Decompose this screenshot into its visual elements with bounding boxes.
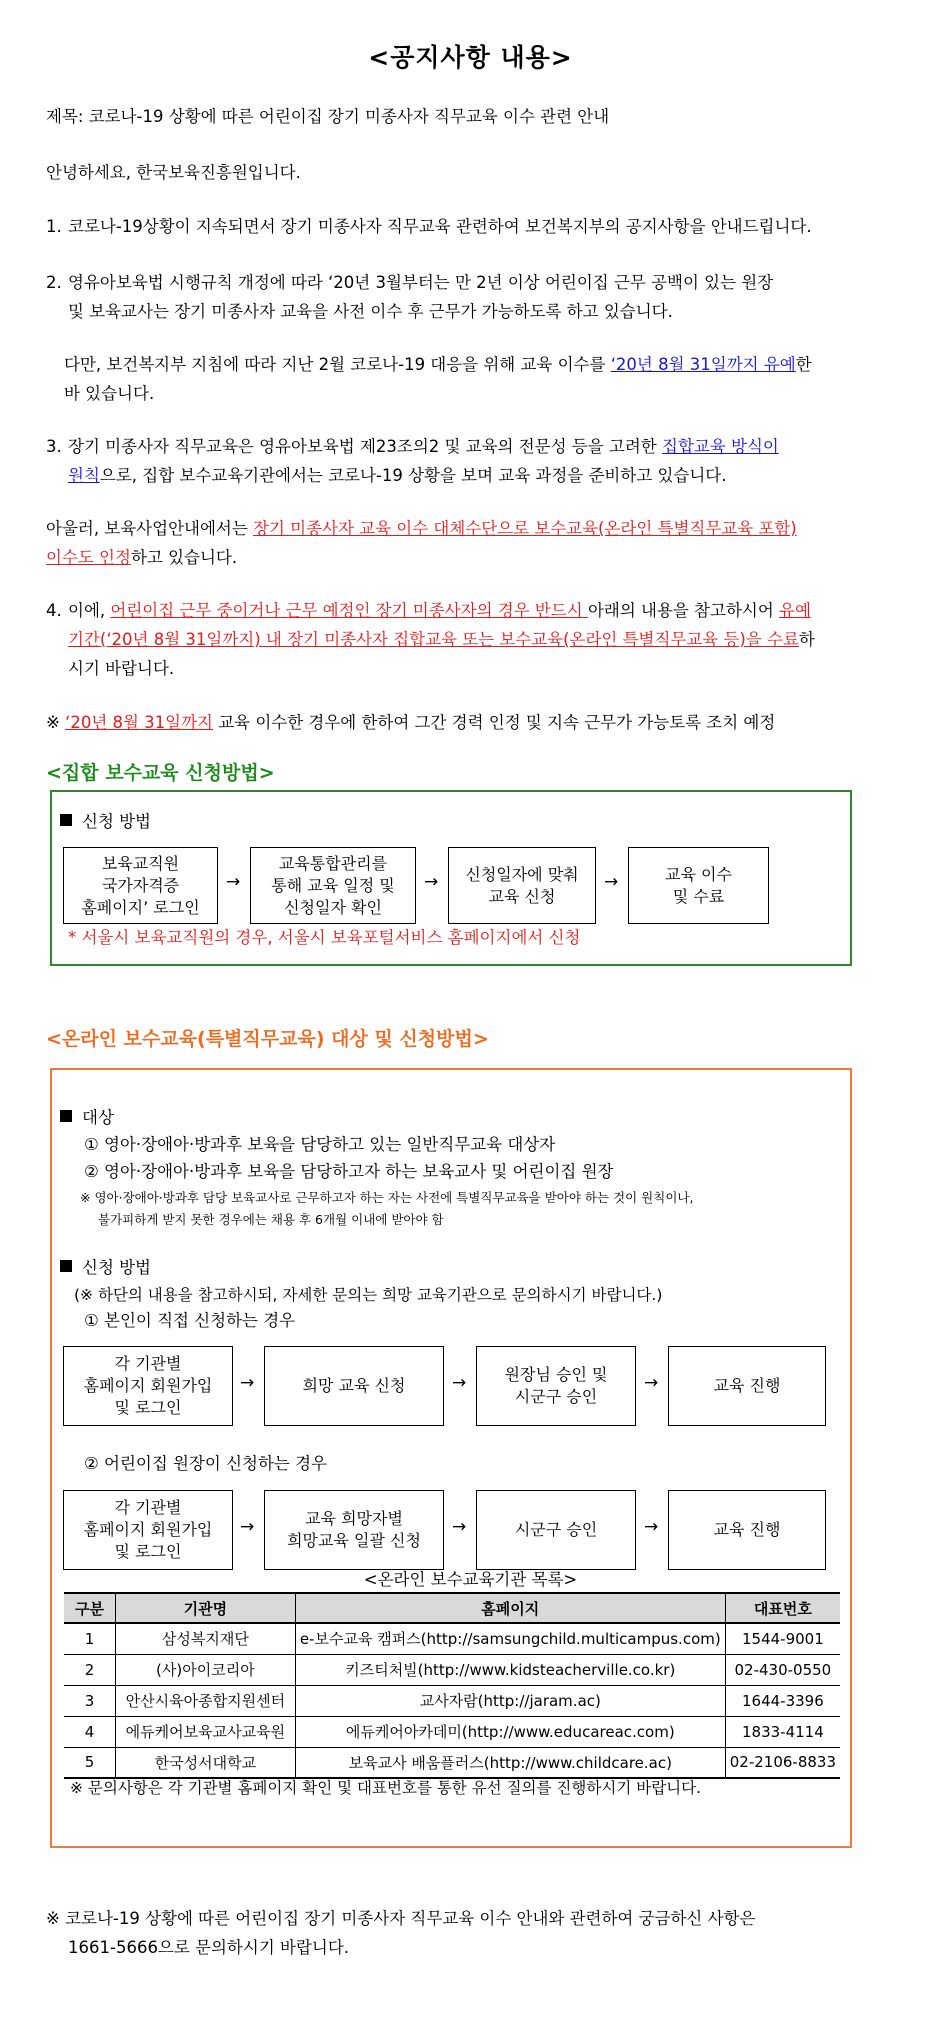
cell-name: (사)아이코리아 <box>115 1654 295 1685</box>
col-header-phone: 대표번호 <box>725 1593 840 1623</box>
cell-homepage[interactable]: 교사자람(http://jaram.ac) <box>295 1685 725 1716</box>
item-3b-line-1: 아울러, 보육사업안내에서는 장기 미종사자 교육 이수 대체수단으로 보수교육(온라인 특별직무교육 포함) <box>46 519 797 538</box>
item-1-text: 코로나-19상황이 지속되면서 장기 미종사자 직무교육 관련하여 보건복지부의 공지사항을 안내드립니다. <box>68 217 812 236</box>
target-1: ① 영아·장애아·방과후 보육을 담당하고 있는 일반직무교육 대상자 <box>84 1135 556 1154</box>
cell-phone: 1544-9001 <box>725 1623 840 1654</box>
item-3b-line-2: 이수도 인정하고 있습니다. <box>46 548 238 567</box>
item-4-line-3: 시기 바랍니다. <box>68 659 175 678</box>
col-header-homepage: 홈페이지 <box>295 1593 725 1623</box>
table-row <box>64 1716 840 1747</box>
cell-homepage[interactable]: 키즈티처빌(http://www.kidsteacherville.co.kr) <box>295 1654 725 1685</box>
subject-line: 제목: 코로나-19 상황에 따른 어린이집 장기 미종사자 직무교육 이수 관련 안내 <box>46 107 610 126</box>
case-1-step-1: 각 기관별 홈페이지 회원가입 및 로그인 <box>63 1346 233 1426</box>
arrow-icon: → <box>644 1373 659 1393</box>
cell-no: 1 <box>64 1623 115 1654</box>
cell-homepage[interactable]: e-보수교육 캠퍼스(http://samsungchild.multicampus.com) <box>295 1623 725 1654</box>
square-bullet-icon <box>60 1260 72 1272</box>
col-header-name: 기관명 <box>115 1593 295 1623</box>
arrow-icon: → <box>226 872 241 892</box>
case-1-step-2: 희망 교육 신청 <box>264 1346 444 1426</box>
recognition-highlight: 이수도 인정 <box>46 548 131 567</box>
cell-phone: 1833-4114 <box>725 1716 840 1747</box>
cell-homepage[interactable]: 에듀케어아카데미(http://www.educareac.com) <box>295 1716 725 1747</box>
arrow-icon: → <box>644 1517 659 1537</box>
target-note-1: ※ 영아·장애아·방과후 담당 보육교사로 근무하고자 하는 자는 사전에 특별직무교육을 받아야 하는 것이 원칙이나, <box>80 1190 694 1205</box>
target-2: ② 영아·장애아·방과후 보육을 담당하고자 하는 보육교사 및 어린이집 원장 <box>84 1162 614 1181</box>
cell-no: 2 <box>64 1654 115 1685</box>
square-bullet-icon <box>60 1110 72 1122</box>
table-row <box>64 1685 840 1716</box>
cell-homepage[interactable]: 보육교사 배움플러스(http://www.childcare.ac) <box>295 1747 725 1778</box>
item-3-number: 3. <box>46 437 62 456</box>
item-2-line-2: 및 보육교사는 장기 미종사자 교육을 사전 이수 후 근무가 가능하도록 하고 있습니다. <box>68 302 673 321</box>
cell-phone: 02-430-0550 <box>725 1654 840 1685</box>
target-note-2: 불가피하게 받지 못한 경우에는 채용 후 6개월 이내에 받아야 함 <box>98 1212 444 1227</box>
online-education-section-title: <온라인 보수교육(특별직무교육) 대상 및 신청방법> <box>46 1028 489 1050</box>
cell-phone: 02-2106-8833 <box>725 1747 840 1778</box>
case-1-title: ① 본인이 직접 신청하는 경우 <box>84 1311 296 1330</box>
deferral-date-link[interactable]: ‘20년 8월 31일까지 유예 <box>610 355 796 374</box>
arrow-icon: → <box>240 1517 255 1537</box>
table-note: ※ 문의사항은 각 기관별 홈페이지 확인 및 대표번호를 통한 유선 질의를 진행하시기 바랍니다. <box>70 1779 702 1797</box>
principle-link[interactable]: 원칙 <box>68 466 100 485</box>
period-highlight: 기간(‘20년 8월 31일까지) 내 장기 미종사자 집합교육 또는 보수교육(온라인 특별직무교육 등)을 수료 <box>68 630 799 649</box>
item-3-line-1: 장기 미종사자 직무교육은 영유아보육법 제23조의2 및 교육의 전문성 등을 고려한 집합교육 방식이 <box>68 437 779 456</box>
item-2-number: 2. <box>46 273 62 292</box>
cell-no: 3 <box>64 1685 115 1716</box>
group-step-2: 교육통합관리를 통해 교육 일정 및 신청일자 확인 <box>250 847 416 924</box>
cell-no: 4 <box>64 1716 115 1747</box>
cell-no: 5 <box>64 1747 115 1778</box>
page-title: <공지사항 내용> <box>368 43 573 72</box>
item-4-line-1: 이에, 어린이집 근무 중이거나 근무 예정인 장기 미종사자의 경우 반드시 아래의 내용을 참고하시어 유예 <box>68 601 811 620</box>
group-step-4: 교육 이수 및 수료 <box>628 847 769 924</box>
item-2b-line-1: 다만, 보건복지부 지침에 따라 지난 2월 코로나-19 대응을 위해 교육 이수를 ‘20년 8월 31일까지 유예한 <box>64 355 812 374</box>
footer-line-2: 1661-5666으로 문의하시기 바랍니다. <box>68 1938 349 1957</box>
seoul-note: * 서울시 보육교직원의 경우, 서울시 보육포털서비스 홈페이지에서 신청 <box>68 928 581 947</box>
group-education-link[interactable]: 집합교육 방식이 <box>662 437 779 456</box>
target-highlight: 어린이집 근무 중이거나 근무 예정인 장기 미종사자의 경우 반드시 <box>110 601 588 620</box>
cell-name: 삼성복지재단 <box>115 1623 295 1654</box>
target-label: 대상 <box>60 1106 114 1130</box>
group-education-section-title: <집합 보수교육 신청방법> <box>46 762 275 784</box>
institution-table <box>64 1592 840 1779</box>
online-method-label: 신청 방법 <box>60 1256 151 1280</box>
deferral-highlight: 유예 <box>779 601 811 620</box>
item-4-line-2: 기간(‘20년 8월 31일까지) 내 장기 미종사자 집합교육 또는 보수교육(온라인 특별직무교육 등)을 수료하 <box>68 630 815 649</box>
item-2b-line-2: 바 있습니다. <box>64 384 155 403</box>
deadline-highlight: ‘20년 8월 31일까지 <box>65 713 213 732</box>
cell-phone: 1644-3396 <box>725 1685 840 1716</box>
footer-line-1: ※ 코로나-19 상황에 따른 어린이집 장기 미종사자 직무교육 이수 안내와 관련하여 궁금하신 사항은 <box>46 1909 756 1928</box>
case-2-step-1: 각 기관별 홈페이지 회원가입 및 로그인 <box>63 1490 233 1570</box>
arrow-icon: → <box>424 872 439 892</box>
case-2-step-3: 시군구 승인 <box>476 1490 636 1570</box>
greeting: 안녕하세요, 한국보육진흥원입니다. <box>46 163 301 182</box>
arrow-icon: → <box>240 1373 255 1393</box>
deadline-note: ※ ‘20년 8월 31일까지 교육 이수한 경우에 한하여 그간 경력 인정 및 지속 근무가 가능토록 조치 예정 <box>46 713 776 732</box>
cell-name: 안산시육아종합지원센터 <box>115 1685 295 1716</box>
square-bullet-icon <box>60 814 72 826</box>
group-step-1: 보육교직원 국가자격증 홈페이지’ 로그인 <box>63 847 218 924</box>
item-4-number: 4. <box>46 601 62 620</box>
arrow-icon: → <box>452 1517 467 1537</box>
case-2-title: ② 어린이집 원장이 신청하는 경우 <box>84 1454 327 1473</box>
case-1-step-4: 교육 진행 <box>668 1346 826 1426</box>
cell-name: 에듀케어보육교사교육원 <box>115 1716 295 1747</box>
method-note: (※ 하단의 내용을 참고하시되, 자세한 문의는 희망 교육기관으로 문의하시기 바랍니다.) <box>74 1286 663 1304</box>
col-header-no: 구분 <box>64 1593 115 1623</box>
table-row <box>64 1747 840 1778</box>
arrow-icon: → <box>452 1373 467 1393</box>
case-2-step-2: 교육 희망자별 희망교육 일괄 신청 <box>264 1490 444 1570</box>
table-row <box>64 1623 840 1654</box>
item-1-number: 1. <box>46 217 62 236</box>
case-1-step-3: 원장님 승인 및 시군구 승인 <box>476 1346 636 1426</box>
arrow-icon: → <box>604 872 619 892</box>
table-header-row <box>64 1593 840 1623</box>
apply-method-label: 신청 방법 <box>60 810 151 834</box>
alt-education-highlight: 장기 미종사자 교육 이수 대체수단으로 보수교육(온라인 특별직무교육 포함) <box>253 519 797 538</box>
case-2-step-4: 교육 진행 <box>668 1490 826 1570</box>
table-row <box>64 1654 840 1685</box>
group-step-3: 신청일자에 맞춰 교육 신청 <box>448 847 596 924</box>
item-3-line-2: 원칙으로, 집합 보수교육기관에서는 코로나-19 상황을 보며 교육 과정을 준비하고 있습니다. <box>68 466 727 485</box>
table-title: <온라인 보수교육기관 목록> <box>363 1570 578 1589</box>
cell-name: 한국성서대학교 <box>115 1747 295 1778</box>
item-2-line-1: 영유아보육법 시행규칙 개정에 따라 ‘20년 3월부터는 만 2년 이상 어린이집 근무 공백이 있는 원장 <box>68 273 774 292</box>
